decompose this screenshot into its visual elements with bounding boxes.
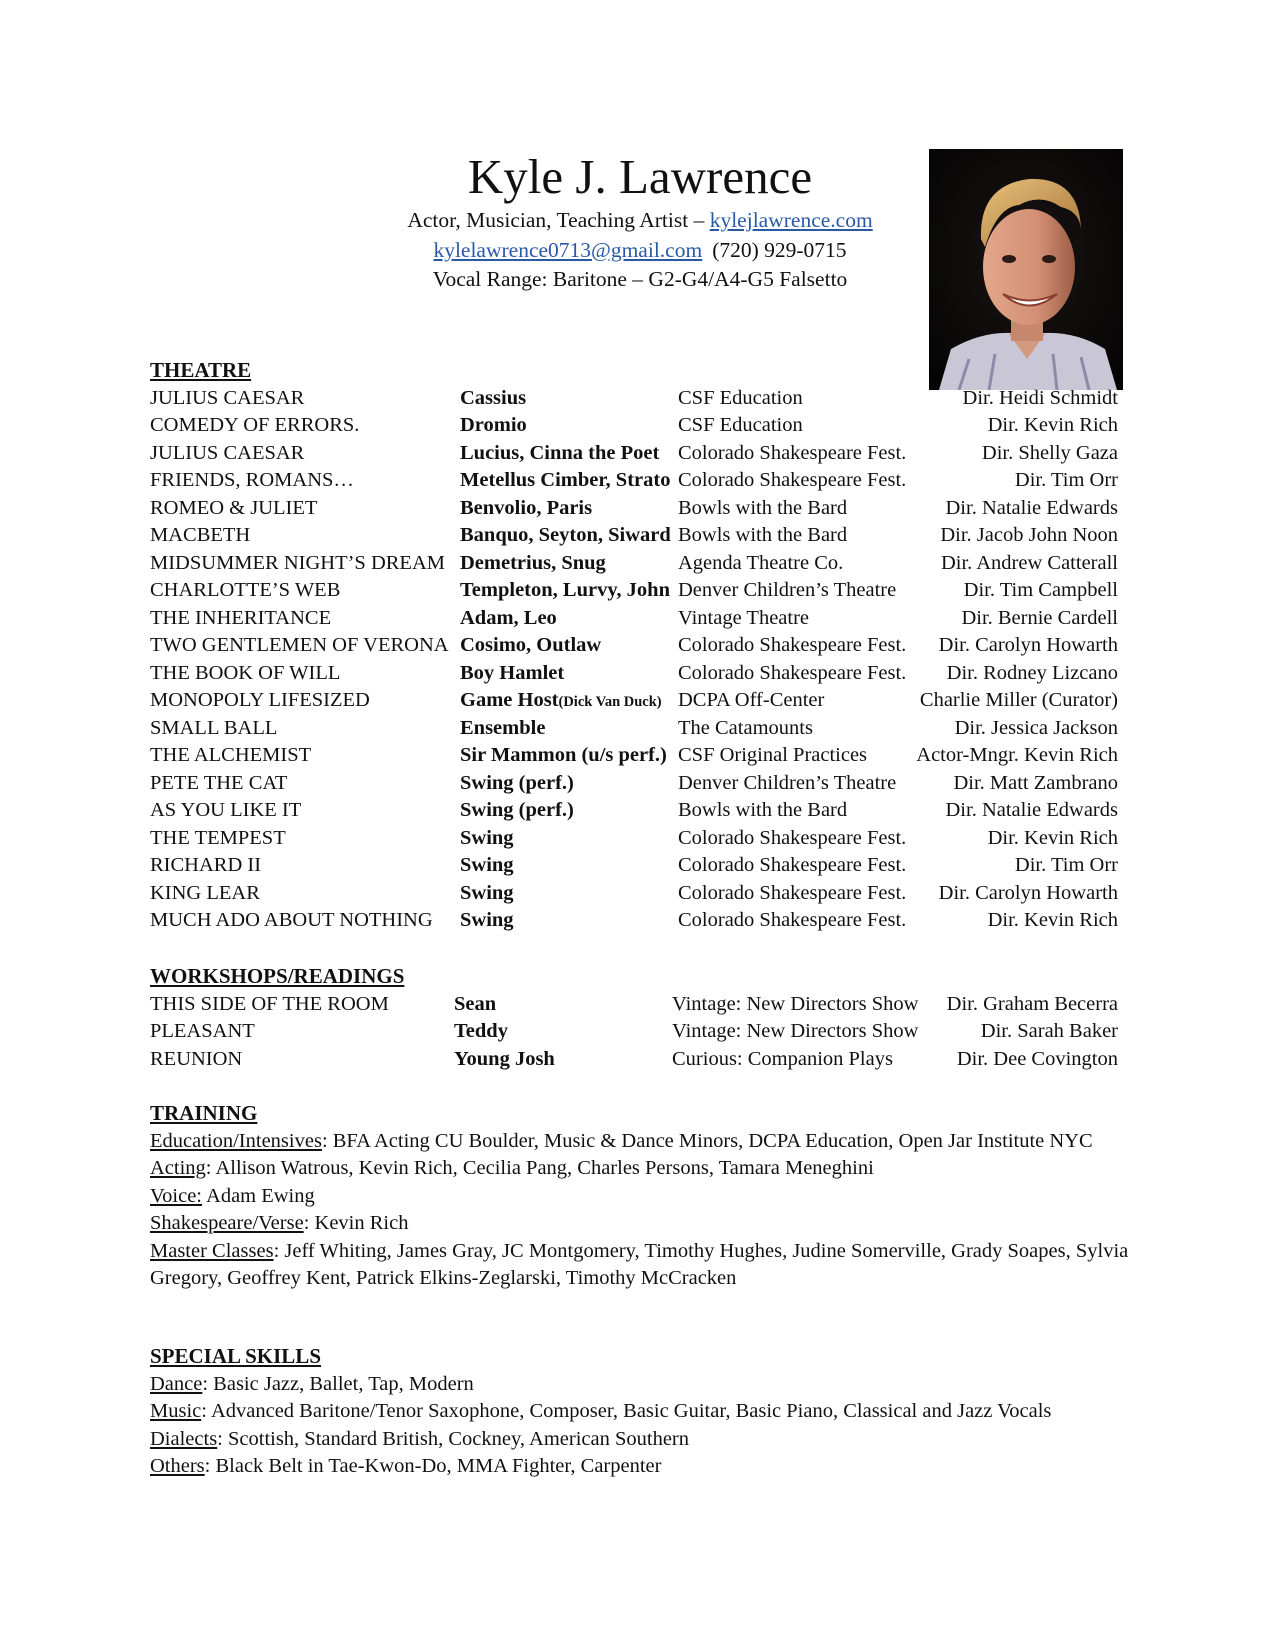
show-title: THE BOOK OF WILL: [150, 661, 341, 684]
training-heading: TRAINING: [150, 1101, 258, 1125]
skill-item: [150, 1398, 1150, 1426]
role: Adam, Leo: [460, 606, 557, 629]
actor-name: Kyle J. Lawrence: [467, 149, 813, 204]
training-text: : Jeff Whiting, James Gray, JC Montgomery, Timothy Hughes, Judine Somerville, Grady Soapes, Sylvia Gregory, Geoffrey Kent, Patrick Elkins-Zeglarski, Timothy McCracken: [150, 1239, 1129, 1289]
show-title: MACBETH: [150, 524, 251, 546]
skill-item: [150, 1453, 1150, 1481]
show-title: PETE THE CAT: [150, 771, 288, 794]
skills-heading: SPECIAL SKILLS: [150, 1344, 321, 1368]
company: CSF Education: [678, 386, 803, 409]
director: Dir. Jacob John Noon: [940, 524, 1118, 546]
role-name: Game Host: [460, 689, 559, 711]
theatre-row: [150, 880, 1150, 908]
theatre-row: [150, 550, 1150, 578]
phone-number: (720) 929-0715: [712, 237, 847, 262]
company: CSF Education: [678, 414, 803, 436]
role: Sean: [454, 992, 497, 1015]
theatre-row: [150, 522, 1150, 550]
skill-item: [150, 1371, 1150, 1399]
theatre-section: [150, 357, 1150, 935]
skill-label: Dialects: [150, 1427, 218, 1450]
show-title: THE INHERITANCE: [150, 606, 332, 629]
director: Dir. Kevin Rich: [987, 909, 1118, 931]
theatre-row: [150, 577, 1150, 605]
theatre-row: [150, 660, 1150, 688]
skill-text: : Scottish, Standard British, Cockney, American Southern: [217, 1427, 689, 1450]
email-link[interactable]: kylelawrence0713@gmail.com: [433, 237, 703, 262]
workshops-section: [150, 963, 1150, 1073]
role: Cosimo, Outlaw: [460, 634, 602, 656]
skill-text: : Advanced Baritone/Tenor Saxophone, Composer, Basic Guitar, Basic Piano, Classical and Jazz Vocals: [201, 1400, 1052, 1422]
theatre-row: [150, 632, 1150, 660]
theatre-row: [150, 907, 1150, 935]
role: Swing (perf.): [460, 771, 574, 794]
workshop-row: [150, 991, 1150, 1019]
director: Dir. Natalie Edwards: [945, 496, 1118, 519]
company: Curious: Companion Plays: [672, 1047, 893, 1070]
company: Vintage: New Directors Show: [672, 1020, 919, 1042]
director: Dir. Shelly Gaza: [981, 441, 1118, 464]
skill-label: Others: [150, 1455, 205, 1477]
skill-item: [150, 1426, 1150, 1454]
director: Actor-Mngr. Kevin Rich: [916, 744, 1118, 766]
company: Vintage: New Directors Show: [672, 992, 919, 1015]
show-title: MIDSUMMER NIGHT’S DREAM: [150, 551, 445, 574]
tagline-line: [330, 206, 950, 236]
training-text: : BFA Acting CU Boulder, Music & Dance Minors, DCPA Education, Open Jar Institute NYC: [321, 1129, 1093, 1152]
role: Cassius: [460, 386, 527, 409]
theatre-row: [150, 742, 1150, 770]
theatre-row: [150, 687, 1150, 715]
role: Young Josh: [454, 1047, 555, 1070]
headshot-photo: [929, 149, 1123, 390]
company: Agenda Theatre Co.: [678, 551, 844, 574]
role: Swing: [460, 826, 514, 849]
training-label: Education/Intensives: [150, 1129, 322, 1152]
director: Dir. Heidi Schmidt: [962, 386, 1118, 409]
training-section: [150, 1100, 1150, 1293]
training-text: : Allison Watrous, Kevin Rich, Cecilia Pang, Charles Persons, Tamara Meneghini: [205, 1157, 874, 1179]
company: Colorado Shakespeare Fest.: [678, 661, 907, 684]
training-text: Adam Ewing: [202, 1184, 315, 1207]
show-title: KING LEAR: [150, 881, 260, 904]
show-title: FRIENDS, ROMANS…: [150, 469, 354, 491]
company: Colorado Shakespeare Fest.: [678, 634, 907, 656]
theatre-heading: THEATRE: [150, 358, 252, 382]
role: Teddy: [454, 1020, 508, 1042]
show-title: ROMEO & JULIET: [150, 496, 318, 519]
training-label: Voice:: [150, 1184, 203, 1207]
theatre-row: [150, 467, 1150, 495]
director: Dir. Dee Covington: [956, 1047, 1118, 1070]
director: Dir. Carolyn Howarth: [938, 881, 1118, 904]
theatre-row: [150, 605, 1150, 633]
company: Bowls with the Bard: [678, 496, 848, 519]
company: Colorado Shakespeare Fest.: [678, 854, 907, 876]
show-title: REUNION: [150, 1047, 243, 1070]
training-label: Shakespeare/Verse: [150, 1212, 304, 1234]
role: Templeton, Lurvy, John: [460, 579, 670, 601]
director: Dir. Tim Campbell: [963, 579, 1118, 601]
theatre-row: [150, 412, 1150, 440]
theatre-list: [150, 385, 1150, 935]
resume-header: [330, 148, 950, 295]
company: Colorado Shakespeare Fest.: [678, 441, 907, 464]
workshop-row: [150, 1018, 1150, 1046]
skill-label: Music: [150, 1400, 202, 1422]
role: Benvolio, Paris: [460, 496, 593, 519]
director: Dir. Tim Orr: [1014, 854, 1118, 876]
contact-line: [330, 236, 950, 266]
show-title: AS YOU LIKE IT: [150, 799, 302, 821]
role: Swing: [460, 881, 514, 904]
company: DCPA Off-Center: [678, 689, 825, 711]
training-item: [150, 1183, 1150, 1211]
theatre-row: [150, 715, 1150, 743]
role: Boy Hamlet: [460, 661, 565, 684]
show-title: COMEDY OF ERRORS.: [150, 414, 360, 436]
show-title: MONOPOLY LIFESIZED: [150, 689, 370, 711]
show-title: THE TEMPEST: [150, 826, 286, 849]
director: Dir. Rodney Lizcano: [946, 661, 1118, 684]
theatre-row: [150, 825, 1150, 853]
company: Colorado Shakespeare Fest.: [678, 909, 907, 931]
director: Dir. Natalie Edwards: [945, 799, 1118, 821]
director: Dir. Kevin Rich: [987, 826, 1118, 849]
show-title: JULIUS CAESAR: [150, 441, 305, 464]
training-item: [150, 1238, 1150, 1293]
director: Dir. Graham Becerra: [946, 992, 1118, 1015]
theatre-row: [150, 440, 1150, 468]
role: Lucius, Cinna the Poet: [460, 441, 660, 464]
training-item: [150, 1210, 1150, 1238]
training-label: Acting: [150, 1157, 206, 1179]
role: Demetrius, Snug: [460, 551, 606, 574]
theatre-row: [150, 852, 1150, 880]
director: Dir. Sarah Baker: [980, 1020, 1118, 1042]
tagline: Actor, Musician, Teaching Artist –: [407, 208, 710, 232]
show-title: TWO GENTLEMEN OF VERONA: [150, 634, 449, 656]
show-title: JULIUS CAESAR: [150, 386, 305, 409]
role: [460, 687, 662, 717]
role: Sir Mammon (u/s perf.): [460, 744, 667, 766]
role-note: (Dick Van Duck): [558, 694, 662, 710]
company: Bowls with the Bard: [678, 799, 848, 821]
show-title: SMALL BALL: [150, 716, 278, 739]
skill-label: Dance: [150, 1372, 203, 1395]
director: Dir. Matt Zambrano: [953, 771, 1118, 794]
company: Denver Children’s Theatre: [678, 579, 897, 601]
show-title: CHARLOTTE’S WEB: [150, 579, 341, 601]
vocal-range: Vocal Range: Baritone – G2-G4/A4-G5 Falsetto: [432, 267, 848, 291]
role: Swing: [460, 854, 514, 876]
website-link[interactable]: kylejlawrence.com: [709, 208, 873, 232]
company: Colorado Shakespeare Fest.: [678, 881, 907, 904]
show-title: RICHARD II: [150, 854, 262, 876]
show-title: THIS SIDE OF THE ROOM: [150, 992, 389, 1015]
training-label: Master Classes: [150, 1239, 274, 1262]
director: Dir. Kevin Rich: [987, 414, 1118, 436]
skill-text: : Black Belt in Tae-Kwon-Do, MMA Fighter, Carpenter: [204, 1455, 662, 1477]
theatre-row: [150, 770, 1150, 798]
company: Vintage Theatre: [678, 606, 810, 629]
training-item: [150, 1155, 1150, 1183]
show-title: PLEASANT: [150, 1020, 255, 1042]
director: Dir. Tim Orr: [1014, 469, 1118, 491]
role: Metellus Cimber, Strato: [460, 469, 671, 491]
workshops-heading: WORKSHOPS/READINGS: [150, 964, 405, 988]
skill-text: : Basic Jazz, Ballet, Tap, Modern: [202, 1372, 474, 1395]
director: Dir. Bernie Cardell: [961, 606, 1118, 629]
role: Swing: [460, 909, 514, 931]
show-title: MUCH ADO ABOUT NOTHING: [150, 909, 433, 931]
workshop-row: [150, 1046, 1150, 1074]
theatre-row: [150, 797, 1150, 825]
company: The Catamounts: [678, 716, 813, 739]
role: Dromio: [460, 414, 527, 436]
director: Charlie Miller (Curator): [919, 689, 1118, 711]
show-title: THE ALCHEMIST: [150, 744, 312, 766]
director: Dir. Jessica Jackson: [954, 716, 1118, 739]
company: Bowls with the Bard: [678, 524, 848, 546]
theatre-row: [150, 495, 1150, 523]
headshot-image: [929, 149, 1123, 390]
theatre-row: [150, 385, 1150, 413]
director: Dir. Andrew Catterall: [940, 551, 1118, 574]
training-item: [150, 1128, 1150, 1156]
role: Ensemble: [460, 716, 546, 739]
company: Colorado Shakespeare Fest.: [678, 826, 907, 849]
skills-section: [150, 1343, 1150, 1481]
company: Denver Children’s Theatre: [678, 771, 897, 794]
role: Swing (perf.): [460, 799, 574, 821]
director: Dir. Carolyn Howarth: [938, 634, 1118, 656]
role: Banquo, Seyton, Siward: [460, 524, 671, 546]
company: Colorado Shakespeare Fest.: [678, 469, 907, 491]
company: CSF Original Practices: [678, 744, 868, 766]
training-text: : Kevin Rich: [303, 1212, 409, 1234]
